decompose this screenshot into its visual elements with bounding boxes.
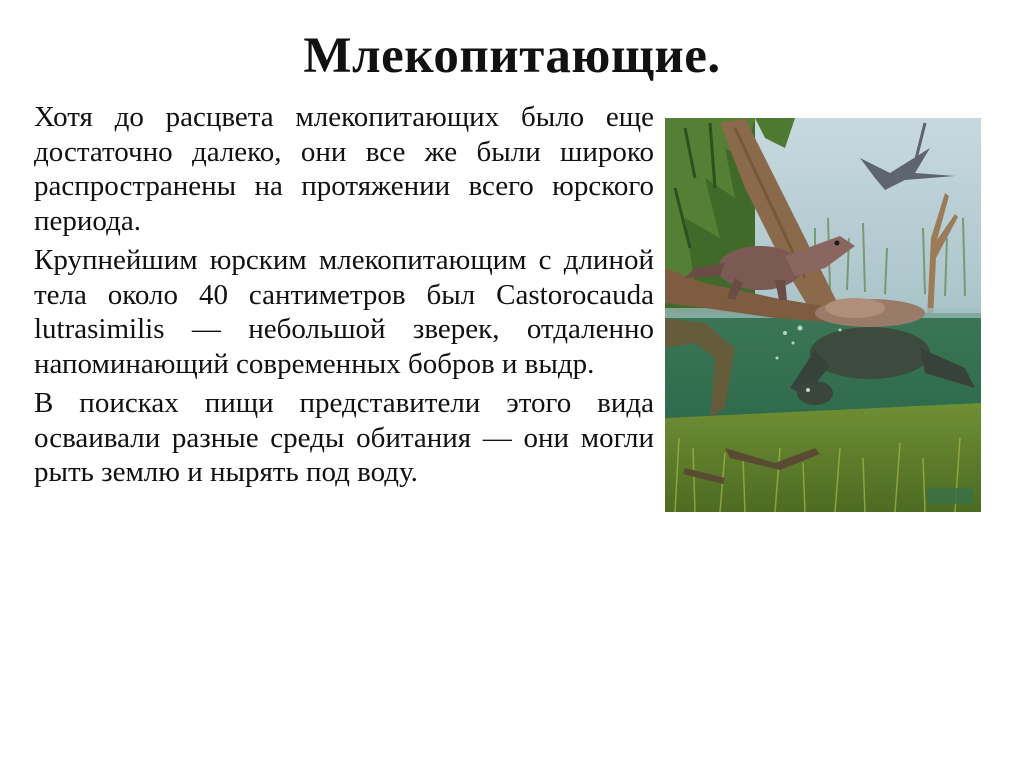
illustration-svg bbox=[665, 118, 981, 512]
castorocauda-illustration bbox=[665, 118, 981, 512]
slide-title: Млекопитающие. bbox=[303, 28, 721, 84]
credit-mark bbox=[927, 488, 973, 504]
slide-body bbox=[34, 100, 654, 495]
paragraph-intro: Хотя до расцвета млекопитающих было еще достаточно далеко, они все же были широко распространены на протяжении всего юрского периода. bbox=[34, 101, 654, 237]
paragraph-castorocauda: Крупнейшим юрским млекопитающим с длиной тела около 40 сантиметров был Castorocauda lutrasimilis — небольшой зверек, отдаленно напоминающий современных бобров и выдр. bbox=[34, 244, 654, 380]
paragraph-habitat: В поисках пищи представители этого вида осваивали разные среды обитания — они могли рыть землю и нырять под воду. bbox=[34, 387, 654, 488]
